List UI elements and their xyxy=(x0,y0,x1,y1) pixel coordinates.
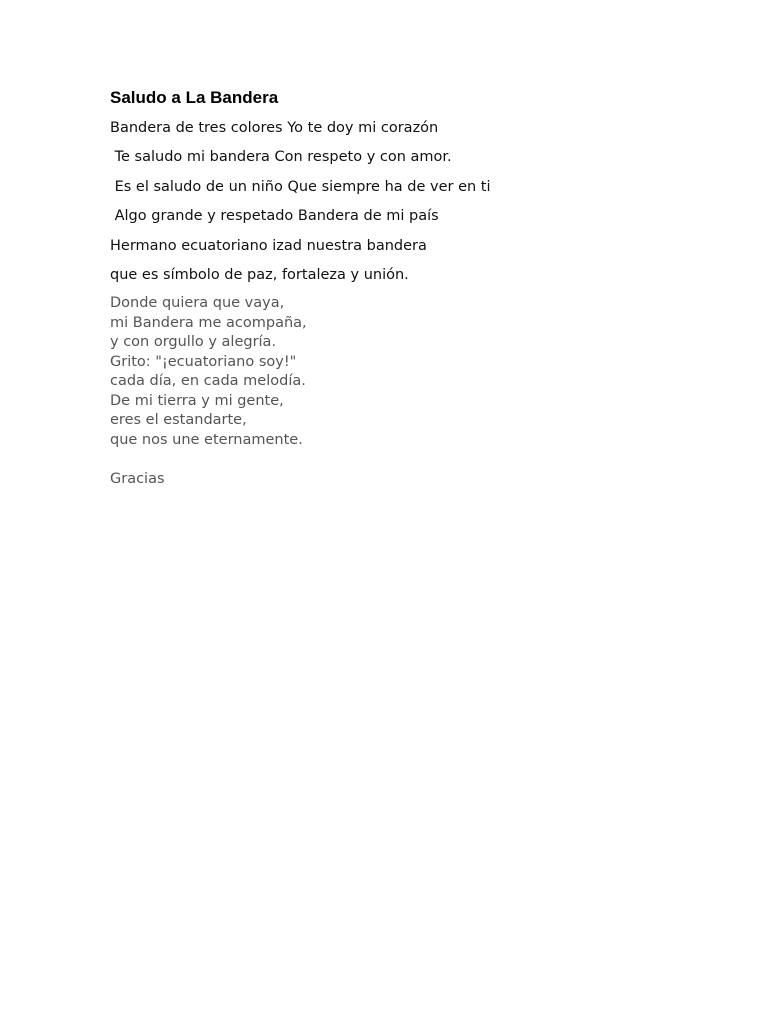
paragraph-line: Es el saludo de un niño Que siempre ha de ver en ti xyxy=(110,178,491,195)
poem-line: y con orgullo y alegría. xyxy=(110,334,277,351)
poem-line: De mi tierra y mi gente, xyxy=(110,392,284,409)
document-title: Saludo a La Bandera xyxy=(110,88,279,107)
paragraph-line: Hermano ecuatoriano izad nuestra bandera xyxy=(110,237,427,254)
poem-line: mi Bandera me acompaña, xyxy=(110,314,307,331)
document-body xyxy=(110,86,730,489)
poem-line: eres el estandarte, xyxy=(110,412,247,429)
paragraph-line: que es símbolo de paz, fortaleza y unión. xyxy=(110,266,409,283)
poem-block xyxy=(110,294,730,450)
paragraph-line: Bandera de tres colores Yo te doy mi corazón xyxy=(110,120,439,136)
closing-text: Gracias xyxy=(110,470,165,487)
paragraph-line: Algo grande y respetado Bandera de mi país xyxy=(110,208,439,225)
poem-line: Grito: "¡ecuatoriano soy!" xyxy=(110,353,297,370)
poem-line: cada día, en cada melodía. xyxy=(110,373,306,390)
paragraph-line: Te saludo mi bandera Con respeto y con amor. xyxy=(110,149,452,166)
poem-line: Donde quiera que vaya, xyxy=(110,295,285,312)
poem-line: que nos une eternamente. xyxy=(110,431,303,448)
